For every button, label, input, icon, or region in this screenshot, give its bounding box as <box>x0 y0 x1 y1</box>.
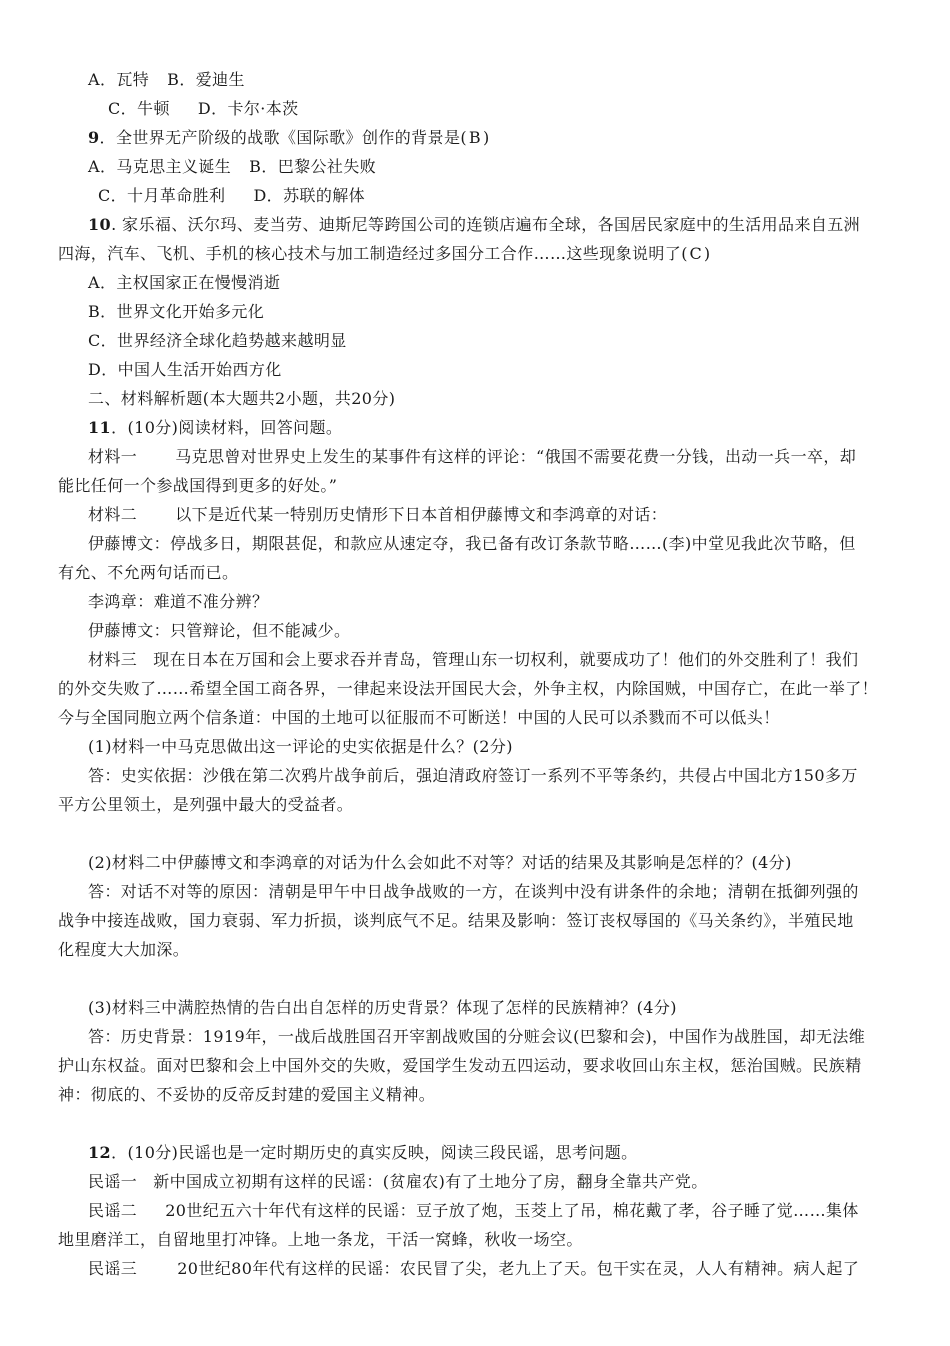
q9-option-b: B．巴黎公社失败 <box>249 157 377 176</box>
q11-dialogue-ito-2: 伊藤博文：只管辩论，但不能减少。 <box>88 621 351 640</box>
q8-options-row-2 <box>108 99 923 119</box>
q11-number: 11 <box>88 418 112 437</box>
q8-options-row-1 <box>88 70 903 90</box>
q12-ballad-2-line-1 <box>88 1201 903 1221</box>
q11-material-2-line-1 <box>88 505 903 525</box>
q9-option-d: D．苏联的解体 <box>253 186 366 205</box>
q11-sub-answer-3-line-1: 答：历史背景：1919年，一战后战胜国召开宰割战败国的分赃会议(巴黎和会)，中国作为战胜国，却无法维 <box>88 1027 866 1046</box>
q9-options-row-2 <box>98 186 913 206</box>
q9-options-row-1 <box>88 157 903 177</box>
q9-answer: B <box>468 128 482 147</box>
material-label: 材料二 <box>88 505 138 524</box>
q12-ballad-3-line-1 <box>88 1259 903 1279</box>
q9-number: 9 <box>88 128 100 147</box>
q11-sub-answer-2-line-1: 答：对话不对等的原因：清朝是甲午中日战争战败的一方，在谈判中没有讲条件的余地；清朝在抵御列强的 <box>88 882 859 901</box>
q12-stem <box>88 1143 903 1163</box>
q9-stem <box>88 128 903 148</box>
q11-sub-answer-2-line-2: 战争中接连战败，国力衰弱、军力折损，谈判底气不足。结果及影响：签订丧权辱国的《马关条约》，半殖民地 <box>58 911 854 930</box>
ballad-label: 民谣三 <box>88 1259 138 1278</box>
q8-option-d: D．卡尔·本茨 <box>197 99 299 118</box>
q10-stem-text: . 家乐福、沃尔玛、麦当劳、迪斯尼等跨国公司的连锁店遍布全球，各国居民家庭中的生活用品来自五洲 <box>111 215 861 234</box>
q9-stem-close: ) <box>483 128 490 147</box>
q11-dialogue-ito-1: 伊藤博文：停战多日，期限甚促，和款应从速定夺，我已备有改订条款节略……(李)中堂见我此次节略，但 <box>88 534 856 553</box>
ballad-text: 20世纪80年代有这样的民谣：农民冒了尖，老九上了天。包干实在灵，人人有精神。病人起了 <box>177 1259 860 1278</box>
q11-material-1-line-2: 能比任何一个参战国得到更多的好处。” <box>58 476 338 495</box>
q8-option-c: C．牛顿 <box>108 99 170 118</box>
q11-dialogue-ito-1-cont: 有允、不允两句话而已。 <box>58 563 239 582</box>
q11-sub-question-2: (2)材料二中伊藤博文和李鸿章的对话为什么会如此不对等？对话的结果及其影响是怎样的？(4分) <box>88 853 792 872</box>
q11-sub-answer-1-line-1: 答：史实依据：沙俄在第二次鸦片战争前后，强迫清政府签订一系列不平等条约，共侵占中国北方150多万 <box>88 766 858 785</box>
q9-option-c: C．十月革命胜利 <box>98 186 226 205</box>
section-heading: 二、材料解析题(本大题共2小题，共20分) <box>88 389 396 408</box>
q10-option-c: C．世界经济全球化趋势越来越明显 <box>88 331 347 350</box>
q12-ballad-2-line-2: 地里磨洋工，自留地里打冲锋。上地一条龙，干活一窝蜂，秋收一场空。 <box>58 1230 583 1249</box>
q8-option-b: B．爱迪生 <box>167 70 245 89</box>
q10-answer: C <box>689 244 703 263</box>
q12-number: 12 <box>88 1143 112 1162</box>
q11-sub-answer-3-line-2: 护山东权益。面对巴黎和会上中国外交的失败，爱国学生发动五四运动，要求收回山东主权，惩治国贼。民族精 <box>58 1056 862 1075</box>
ballad-text: 20世纪五六十年代有这样的民谣：豆子放了炮，玉茭上了吊，棉花戴了孝，谷子睡了觉……集体 <box>165 1201 859 1220</box>
q11-sub-question-3: (3)材料三中满腔热情的告白出自怎样的历史背景？体现了怎样的民族精神？(4分) <box>88 998 677 1017</box>
q11-material-3-line-1 <box>88 650 903 670</box>
q11-dialogue-li: 李鸿章：难道不准分辨？ <box>88 592 269 611</box>
q10-stem-line-1 <box>88 215 903 235</box>
q10-option-a: A．主权国家正在慢慢消逝 <box>88 273 281 292</box>
q12-ballad-1 <box>88 1172 903 1192</box>
q11-sub-question-1: (1)材料一中马克思做出这一评论的史实依据是什么？(2分) <box>88 737 513 756</box>
ballad-label: 民谣一 <box>88 1172 138 1191</box>
material-text: 马克思曾对世界史上发生的某事件有这样的评论：“俄国不需要花费一分钱，出动一兵一卒，却 <box>175 447 857 466</box>
q11-material-3-line-2: 的外交失败了……希望全国工商各界，一律起来设法开国民大会，外争主权，内除国贼，中国存亡，在此一举了！ <box>58 679 879 698</box>
q11-material-1-line-1 <box>88 447 903 467</box>
q10-option-d: D．中国人生活开始西方化 <box>88 360 282 379</box>
q11-sub-answer-2-line-3: 化程度大大加深。 <box>58 940 190 959</box>
q12-stem-text: ．(10分)民谣也是一定时期历史的真实反映，阅读三段民谣，思考问题。 <box>111 1143 638 1162</box>
q11-stem <box>88 418 903 438</box>
ballad-text: 新中国成立初期有这样的民谣：(贫雇农)有了土地分了房，翻身全靠共产党。 <box>153 1172 708 1191</box>
material-text: 以下是近代某一特别历史情形下日本首相伊藤博文和李鸿章的对话： <box>175 505 668 524</box>
q11-stem-text: ．(10分)阅读材料，回答问题。 <box>111 418 343 437</box>
material-label: 材料三 <box>88 650 138 669</box>
q11-material-3-line-3: 今与全国同胞立两个信条道：中国的土地可以征服而不可断送！中国的人民可以杀戮而不可以低头！ <box>58 708 780 727</box>
q10-number: 10 <box>88 215 112 234</box>
q9-option-a: A．马克思主义诞生 <box>88 157 232 176</box>
q10-stem-line-2 <box>58 244 903 264</box>
q10-stem-text-2: 四海，汽车、飞机、手机的核心技术与加工制造经过多国分工合作……这些现象说明了( <box>58 244 688 263</box>
q11-sub-answer-1-line-2: 平方公里领土，是列强中最大的受益者。 <box>58 795 354 814</box>
ballad-label: 民谣二 <box>88 1201 138 1220</box>
material-label: 材料一 <box>88 447 138 466</box>
q10-option-b: B．世界文化开始多元化 <box>88 302 265 321</box>
q9-stem-text: ．全世界无产阶级的战歌《国际歌》创作的背景是( <box>99 128 467 147</box>
q11-sub-answer-3-line-3: 神：彻底的、不妥协的反帝反封建的爱国主义精神。 <box>58 1085 436 1104</box>
q8-option-a: A．瓦特 <box>88 70 150 89</box>
q10-stem-close: ) <box>703 244 711 263</box>
material-text: 现在日本在万国和会上要求吞并青岛，管理山东一切权利，就要成功了！他们的外交胜利了！我们 <box>153 650 859 669</box>
